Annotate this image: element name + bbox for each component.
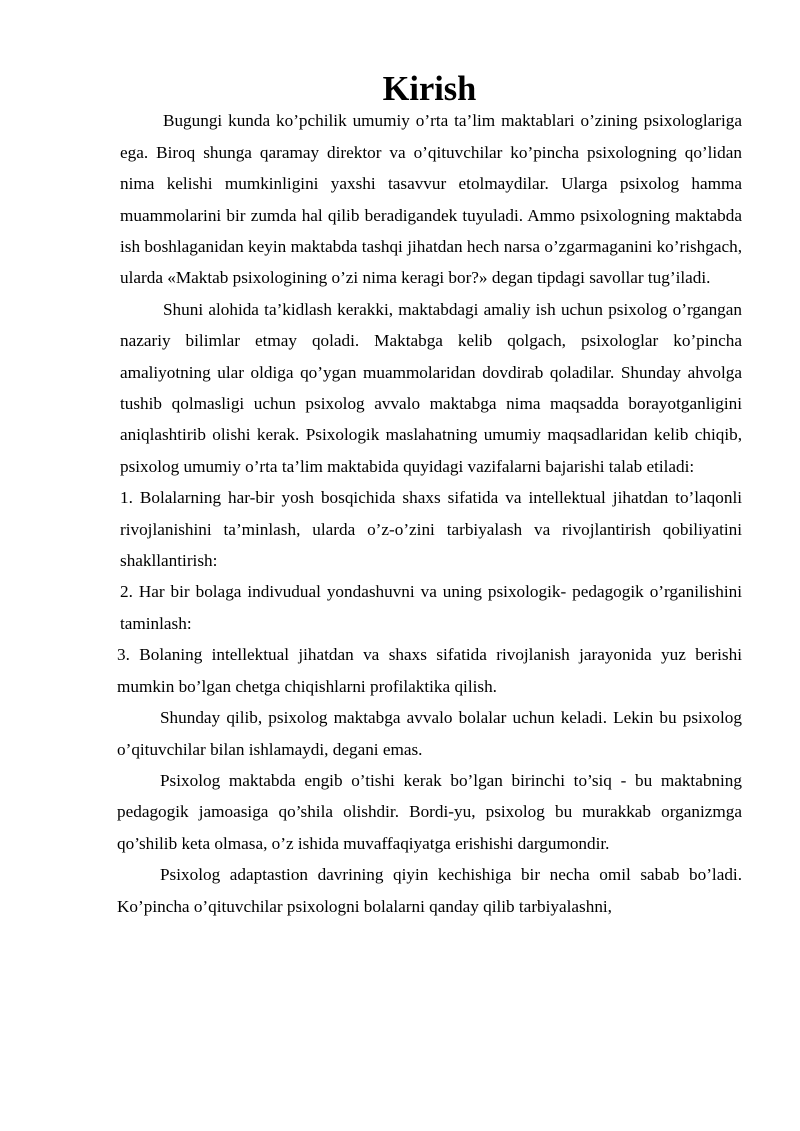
- paragraph-conclusion: Shunday qilib, psixolog maktabga avvalo bolalar uchun keladi. Lekin bu psixolog o’qituvchilar bilan ishlamaydi, degani emas.: [117, 708, 742, 759]
- list-item-3: 3. Bolaning intellektual jihatdan va shaxs sifatida rivojlanish jarayonida yuz berishi mumkin bo’lgan chetga chiqishlarni profilaktika qilish.: [117, 645, 742, 696]
- list-item-2: 2. Har bir bolaga indivudual yondashuvni va uning psixologik- pedagogik o’rganilishini taminlash:: [120, 582, 742, 633]
- paragraph-adaptation: Psixolog adaptastion davrining qiyin kechishiga bir necha omil sabab bo’ladi. Ko’pincha o’qituvchilar psixologni bolalarni qanday qilib tarbiyalashni,: [117, 865, 742, 916]
- paragraph-intro: Bugungi kunda ko’pchilik umumiy o’rta ta’lim maktablari o’zining psixologlariga ega. Biroq shunga qaramay direktor va o’qituvchilar ko’pincha psixologning qo’lidan nima kelishi mumkinligini yaxshi tasavvur etolmaydilar. Ularga psixolog hamma muammolarini bir zumda hal qilib beradigandek tuyuladi. Ammo psixologning maktabda ish boshlaganidan keyin maktabda tashqi jihatdan hech narsa o’zgarmaganini ko’rishgach, ularda «Maktab psixologining o’zi nima keragi bor?» degan tipdagi savollar tug’iladi.: [120, 111, 742, 288]
- document-page: [117, 70, 742, 922]
- page-title: Kirish: [382, 70, 477, 108]
- list-item-1: 1. Bolalarning har-bir yosh bosqichida shaxs sifatida va intellektual jihatdan to’laqonli rivojlanishini ta’minlash, ularda o’z-o’zini tarbiyalash va rivojlantirish qobiliyatini shakllantirish:: [120, 488, 742, 571]
- paragraph-tasks-intro: Shuni alohida ta’kidlash kerakki, maktabdagi amaliy ish uchun psixolog o’rgangan nazariy bilimlar etmay qoladi. Maktabga kelib qolgach, psixologlar ko’pincha amaliyotning ular oldiga qo’ygan muammolaridan dovdirab qoladilar. Shunday ahvolga tushib qolmasligi uchun psixolog avvalo maktabga nima maqsadda borayotganligini aniqlashtirib olishi kerak. Psixologik maslahatning umumiy maqsadlaridan kelib chiqib, psixolog umumiy o’rta ta’lim maktabida quyidagi vazifalarni bajarishi talab etiladi:: [120, 299, 742, 476]
- paragraph-first-obstacle: Psixolog maktabda engib o’tishi kerak bo’lgan birinchi to’siq - bu maktabning pedagogik jamoasiga qo’shila olishdir. Bordi-yu, psixolog bu murakkab organizmga qo’shilib keta olmasa, o’z ishida muvaffaqiyatga erishishi dargumondir.: [117, 770, 742, 853]
